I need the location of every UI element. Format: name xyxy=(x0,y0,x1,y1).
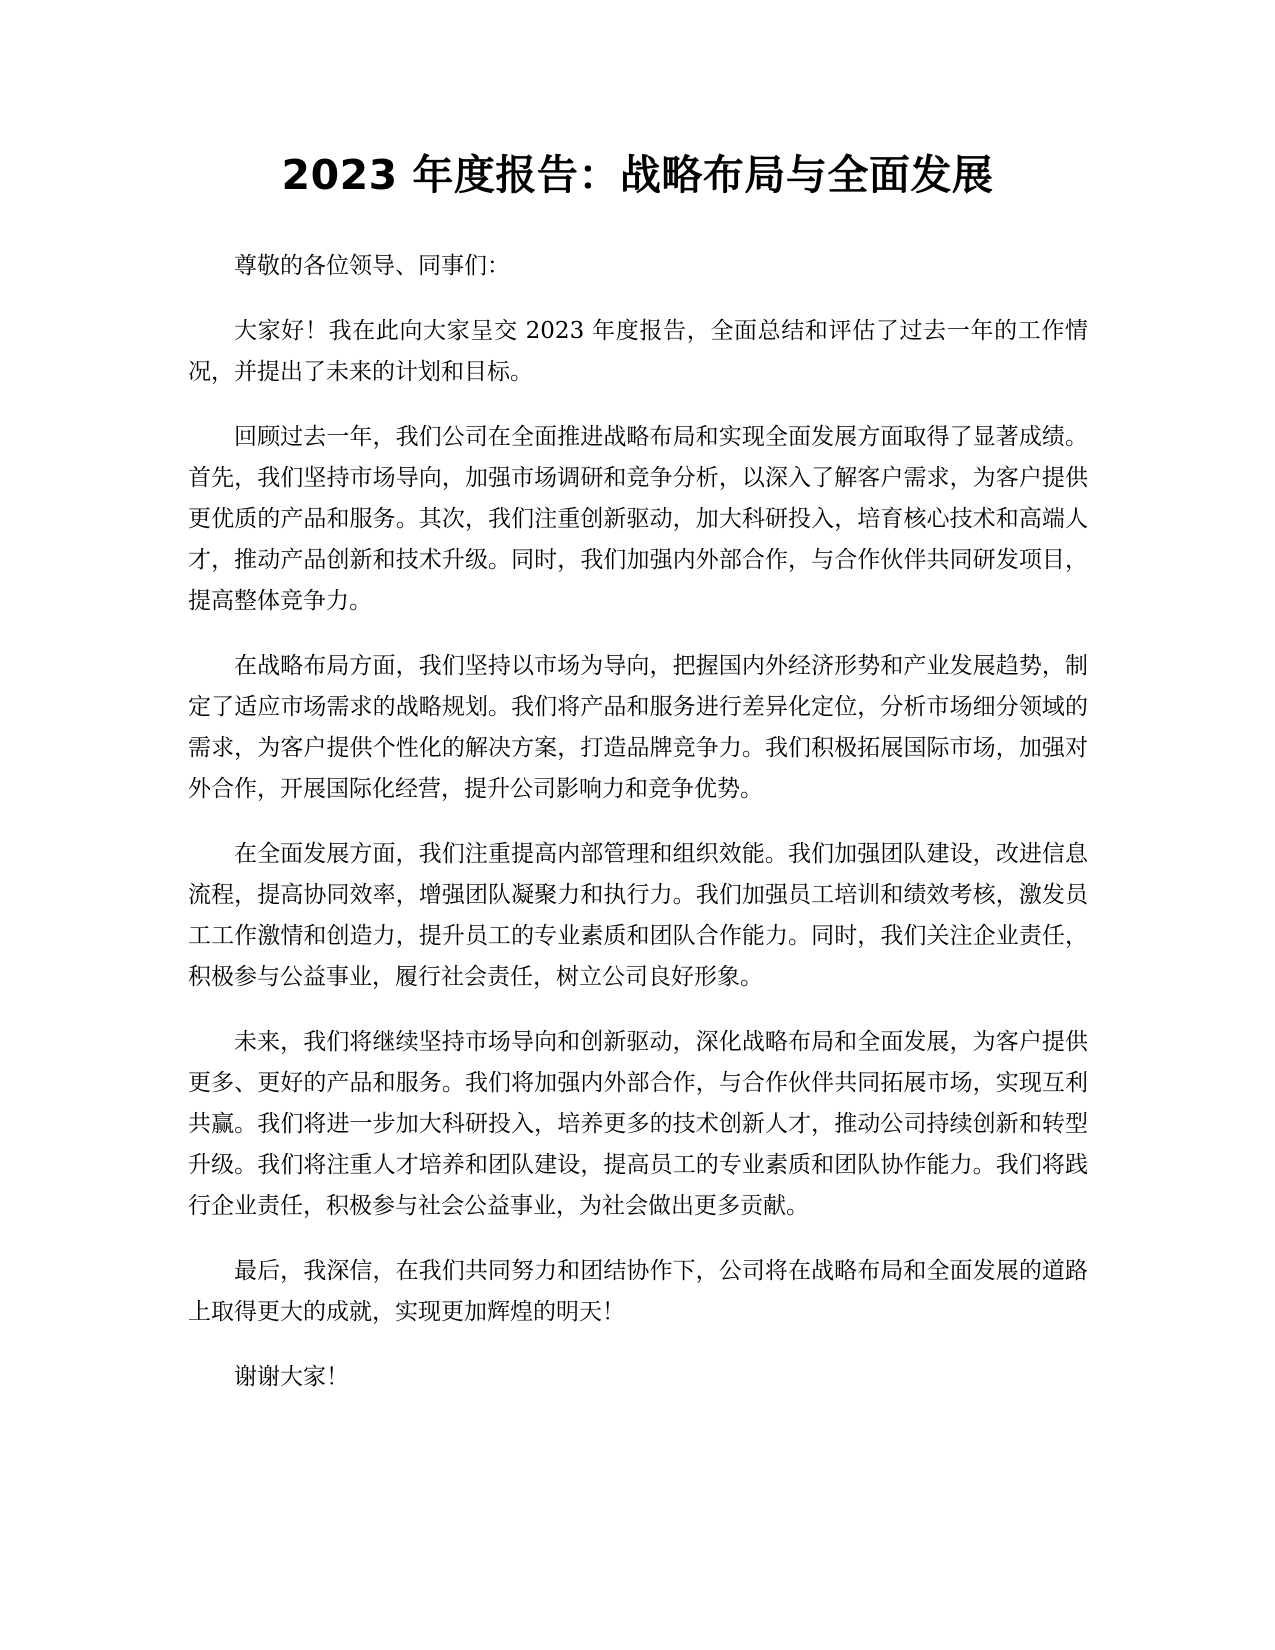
paragraph-strategy: 在战略布局方面，我们坚持以市场为导向，把握国内外经济形势和产业发展趋势，制定了适应市场需求的战略规划。我们将产品和服务进行差异化定位，分析市场细分领域的需求，为客户提供个性化的解决方案，打造品牌竞争力。我们积极拓展国际市场，加强对外合作，开展国际化经营，提升公司影响力和竞争优势。 xyxy=(188,653,1088,802)
document-title: 2023 年度报告：战略布局与全面发展 xyxy=(281,151,994,199)
greeting: 尊敬的各位领导、同事们： xyxy=(234,253,510,279)
paragraph-conclusion: 最后，我深信，在我们共同努力和团结协作下，公司将在战略布局和全面发展的道路上取得更大的成就，实现更加辉煌的明天！ xyxy=(188,1258,1088,1325)
paragraph-review: 回顾过去一年，我们公司在全面推进战略布局和实现全面发展方面取得了显著成绩。首先，我们坚持市场导向，加强市场调研和竞争分析，以深入了解客户需求，为客户提供更优质的产品和服务。其次，我们注重创新驱动，加大科研投入，培育核心技术和高端人才，推动产品创新和技术升级。同时，我们加强内外部合作，与合作伙伴共同研发项目，提高整体竞争力。 xyxy=(188,424,1088,614)
document-body xyxy=(188,246,1088,1422)
closing: 谢谢大家！ xyxy=(234,1364,349,1390)
paragraph-opening: 大家好！我在此向大家呈交 2023 年度报告，全面总结和评估了过去一年的工作情况，并提出了未来的计划和目标。 xyxy=(188,318,1088,385)
paragraph-development: 在全面发展方面，我们注重提高内部管理和组织效能。我们加强团队建设，改进信息流程，提高协同效率，增强团队凝聚力和执行力。我们加强员工培训和绩效考核，激发员工工作激情和创造力，提升员工的专业素质和团队合作能力。同时，我们关注企业责任，积极参与公益事业，履行社会责任，树立公司良好形象。 xyxy=(188,841,1088,990)
paragraph-future: 未来，我们将继续坚持市场导向和创新驱动，深化战略布局和全面发展，为客户提供更多、更好的产品和服务。我们将加强内外部合作，与合作伙伴共同拓展市场，实现互利共赢。我们将进一步加大科研投入，培养更多的技术创新人才，推动公司持续创新和转型升级。我们将注重人才培养和团队建设，提高员工的专业素质和团队协作能力。我们将践行企业责任，积极参与社会公益事业，为社会做出更多贡献。 xyxy=(188,1029,1088,1219)
